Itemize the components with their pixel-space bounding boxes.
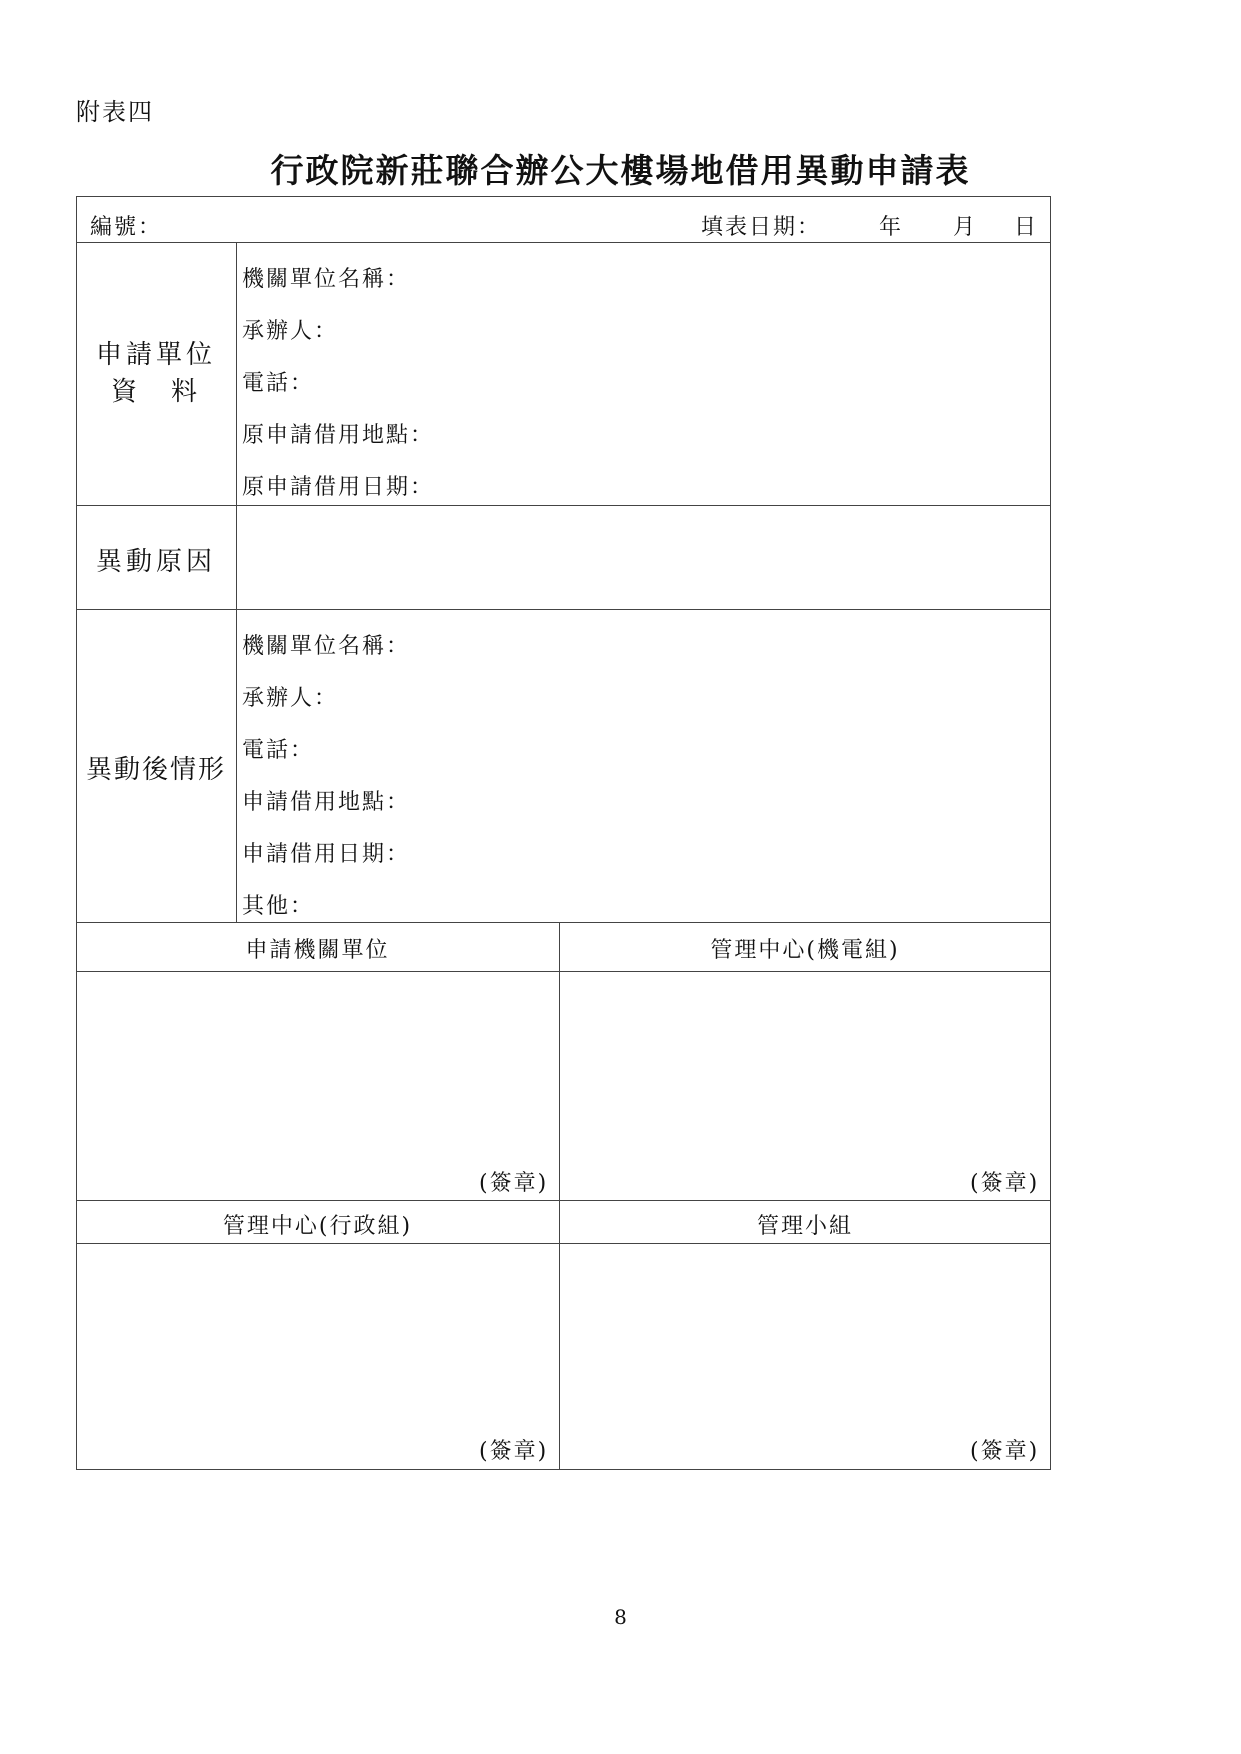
approval-admin-header: 管理中心(行政組): [222, 1214, 413, 1239]
approval-mech-elec-header: 管理中心(機電組): [710, 938, 900, 963]
applicant-label-line1: 申請單位: [95, 340, 216, 370]
border-right: [1050, 196, 1051, 1470]
divider: [76, 971, 1051, 972]
after-field-location: 申請借用地點：: [242, 790, 411, 815]
border-bottom: [76, 1469, 1051, 1470]
approval-management-team-header: 管理小組: [756, 1214, 853, 1239]
divider: [76, 1243, 1051, 1244]
signature-label: (簽章): [970, 1439, 1040, 1464]
reason-section-label: 異動原因: [95, 547, 216, 577]
number-label: 編號：: [90, 215, 163, 240]
applicant-field-handler: 承辦人：: [242, 319, 339, 344]
after-field-agency: 機關單位名稱：: [242, 634, 411, 659]
border-top: [76, 196, 1051, 197]
after-field-date: 申請借用日期：: [242, 842, 411, 867]
applicant-field-original-date: 原申請借用日期：: [242, 475, 435, 500]
applicant-field-agency: 機關單位名稱：: [242, 267, 411, 292]
divider: [76, 609, 1051, 610]
form-title: 行政院新莊聯合辦公大樓場地借用異動申請表: [270, 151, 971, 190]
approval-applicant-agency-header: 申請機關單位: [245, 938, 390, 963]
applicant-section-label: [76, 334, 236, 408]
applicant-field-phone: 電話：: [242, 371, 315, 396]
month-label: 月: [953, 215, 978, 240]
page-number: 8: [614, 1605, 627, 1629]
signature-label: (簽章): [479, 1439, 549, 1464]
divider: [76, 1200, 1051, 1201]
after-field-other: 其他：: [242, 894, 315, 919]
application-form: [76, 196, 1051, 1470]
fill-date-label: 填表日期：: [701, 215, 822, 240]
after-field-phone: 電話：: [242, 738, 315, 763]
day-label: 日: [1014, 215, 1039, 240]
label-column-divider: [236, 242, 237, 922]
applicant-field-original-location: 原申請借用地點：: [242, 423, 435, 448]
after-field-handler: 承辦人：: [242, 686, 339, 711]
year-label: 年: [879, 215, 904, 240]
appendix-label: 附表四: [76, 98, 154, 126]
divider: [76, 922, 1051, 923]
after-section-label: 異動後情形: [85, 755, 226, 785]
signature-label: (簽章): [970, 1171, 1040, 1196]
divider: [76, 505, 1051, 506]
signature-label: (簽章): [479, 1171, 549, 1196]
divider: [76, 242, 1051, 243]
approval-column-divider: [559, 922, 560, 1470]
applicant-label-line2: 資 料: [110, 377, 201, 407]
